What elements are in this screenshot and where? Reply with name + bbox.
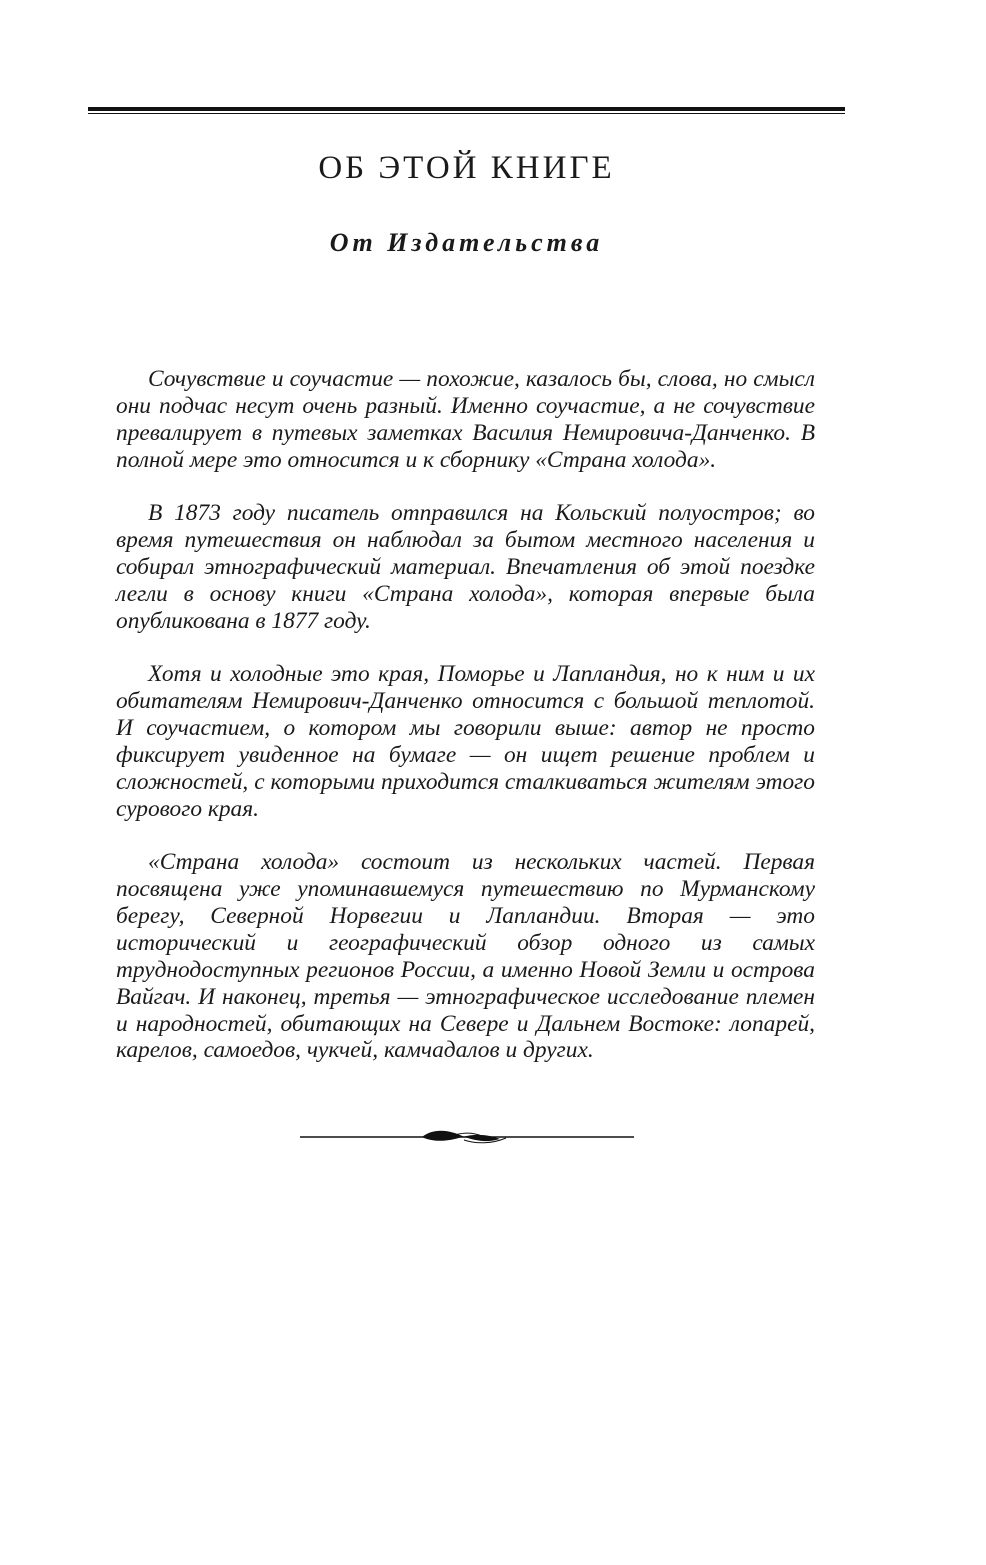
- paragraph-3: Хотя и холодные это края, Поморье и Лапландия, но к ним и их обитателям Немирович-Данченко относится с большой теплотой. И соучастием, о котором мы говорили выше: автор не просто фиксирует увиденное на бумаге — он ищет решение проблем и сложностей, с которыми приходится сталкиваться жителям этого сурового края.: [116, 661, 815, 822]
- top-rule-thin-line: [88, 113, 845, 114]
- end-flourish-ornament: [300, 1125, 634, 1149]
- top-double-rule: [88, 107, 845, 115]
- chapter-title: ОБ ЭТОЙ КНИГЕ: [318, 150, 615, 186]
- chapter-subtitle: От Издательства: [329, 228, 604, 257]
- top-rule-thick-line: [88, 107, 845, 111]
- paragraph-4: «Страна холода» состоит из нескольких частей. Первая посвящена уже упоминавшемуся путешествию по Мурманскому берегу, Северной Норвегии и Лапландии. Вторая — это исторический и географический обзор одного из самых труднодоступных регионов России, а именно Новой Земли и острова Вайгач. И наконец, третья — этнографическое исследование племен и народностей, обитающих на Севере и Дальнем Востоке: лопарей, карелов, самоедов, чукчей, камчадалов и других.: [116, 849, 815, 1064]
- body-text: [116, 366, 815, 1091]
- paragraph-2: В 1873 году писатель отправился на Кольский полуостров; во время путешествия он наблюдал за бытом местного населения и собирал этнографический материал. Впечатления об этой поездке легли в основу книги «Страна холода», которая впервые была опубликована в 1877 году.: [116, 500, 815, 634]
- paragraph-1: Сочувствие и соучастие — похожие, казалось бы, слова, но смысл они подчас несут очень разный. Именно соучастие, а не сочувствие превалирует в путевых заметках Василия Немировича-Данченко. В полной мере это относится и к сборнику «Страна холода».: [116, 366, 815, 473]
